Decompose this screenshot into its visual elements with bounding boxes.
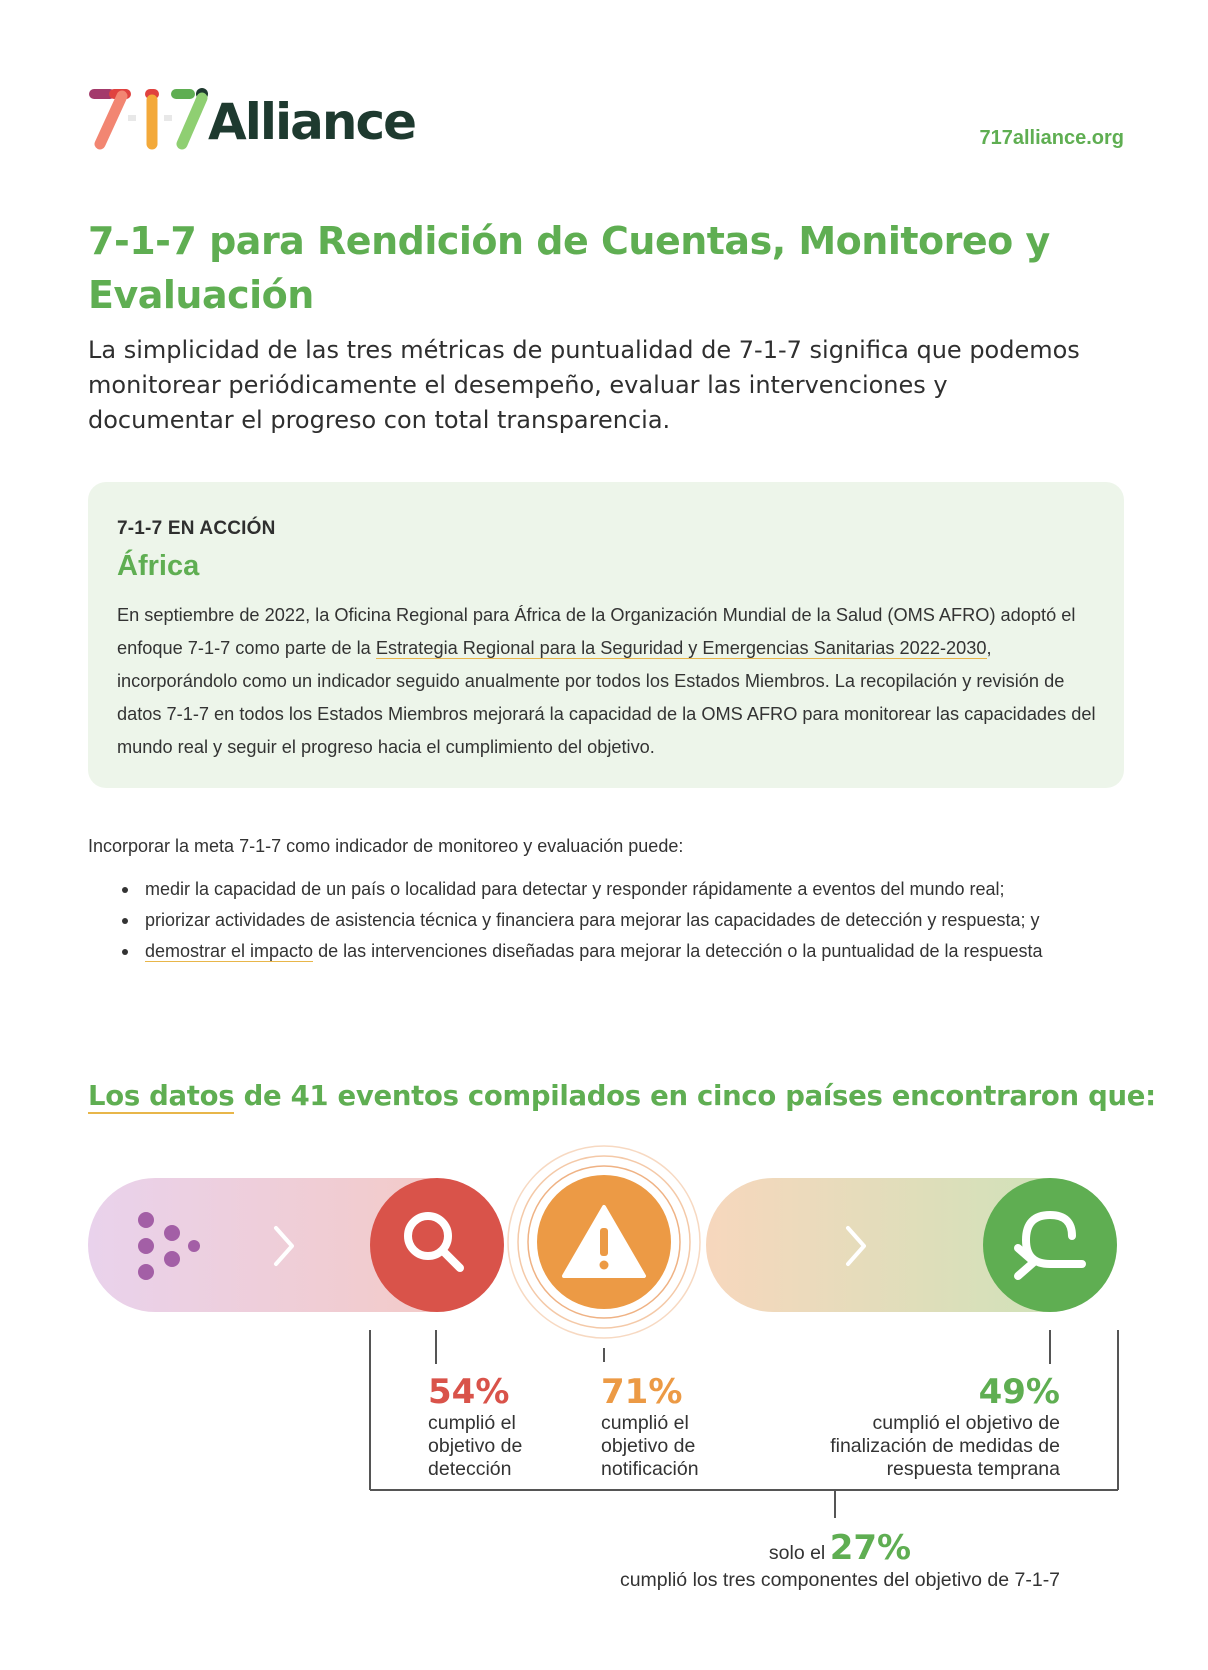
logo-mark (88, 86, 218, 152)
detection-stat (428, 1372, 543, 1481)
box-label: 7-1-7 EN ACCIÓN (117, 518, 276, 539)
list-item-rest: de las intervenciones diseñadas para mejorar la detección o la puntualidad de la respuesta (313, 941, 1043, 961)
combined-stat (600, 1528, 1080, 1592)
strategy-link[interactable]: Estrategia Regional para la Seguridad y Emergencias Sanitarias 2022-2030 (375, 638, 987, 658)
stat-text: cumplió el objetivo de finalización de medidas de respuesta temprana (830, 1412, 1060, 1480)
intro-paragraph: La simplicidad de las tres métricas de puntualidad de 7-1-7 significa que podemos monitorear periódicamente el desempeño, evaluar las intervenciones y documentar el progreso con total transparencia. (88, 336, 1080, 434)
combined-value: 27% (829, 1528, 912, 1568)
stat-text: cumplió el objetivo de detección (428, 1412, 523, 1480)
stat-value: 49% (978, 1372, 1060, 1412)
response-stat (810, 1372, 1060, 1481)
logo-text: Alliance (208, 93, 415, 151)
combined-text: cumplió los tres componentes del objetivo de 7-1-7 (619, 1569, 1061, 1591)
response-circle (983, 1178, 1117, 1312)
timeliness-graphic (0, 1140, 1208, 1560)
list-intro: Incorporar la meta 7-1-7 como indicador de monitoreo y evaluación puede: (88, 836, 684, 856)
box-body-post: , incorporándolo como un indicador seguido anualmente por todos los Estados Miembros. La recopilación y revisión de datos 7-1-7 en todos los Estados Miembros mejorará la capacidad de la OMS AFRO para monitorear las capacidades del mundo real y seguir el progreso hacia el cumplimiento del objetivo. (117, 638, 1096, 757)
stat-value: 54% (428, 1372, 510, 1412)
detection-circle (370, 1178, 504, 1312)
combined-pre: solo el (768, 1542, 826, 1564)
benefits-list (118, 874, 1158, 967)
box-region-heading: África (117, 550, 200, 582)
site-url-link[interactable]: 717alliance.org (979, 127, 1124, 149)
stat-text: cumplió el objetivo de notificación (601, 1412, 699, 1480)
notification-stat (601, 1372, 716, 1481)
box-body (117, 599, 1097, 764)
data-link[interactable]: Los datos (88, 1080, 235, 1112)
list-item (118, 936, 1158, 967)
list-item: priorizar actividades de asistencia técnica y financiera para mejorar las capacidades de detección y respuesta; y (118, 905, 1158, 936)
section-title (88, 1080, 1156, 1112)
list-item: medir la capacidad de un país o localidad para detectar y responder rápidamente a eventos del mundo real; (118, 874, 1158, 905)
page-title: 7-1-7 para Rendición de Cuentas, Monitoreo y Evaluación (88, 219, 1050, 317)
impact-link[interactable]: demostrar el impacto (145, 941, 314, 961)
box-body-pre: En septiembre de 2022, la Oficina Regional para África de la Organización Mundial de la Salud (OMS AFRO) adoptó el enfoque 7-1-7 como parte de la (117, 605, 1076, 658)
stat-value: 71% (601, 1372, 683, 1412)
section-title-rest: de 41 eventos compilados en cinco países encontraron que: (234, 1080, 1156, 1112)
